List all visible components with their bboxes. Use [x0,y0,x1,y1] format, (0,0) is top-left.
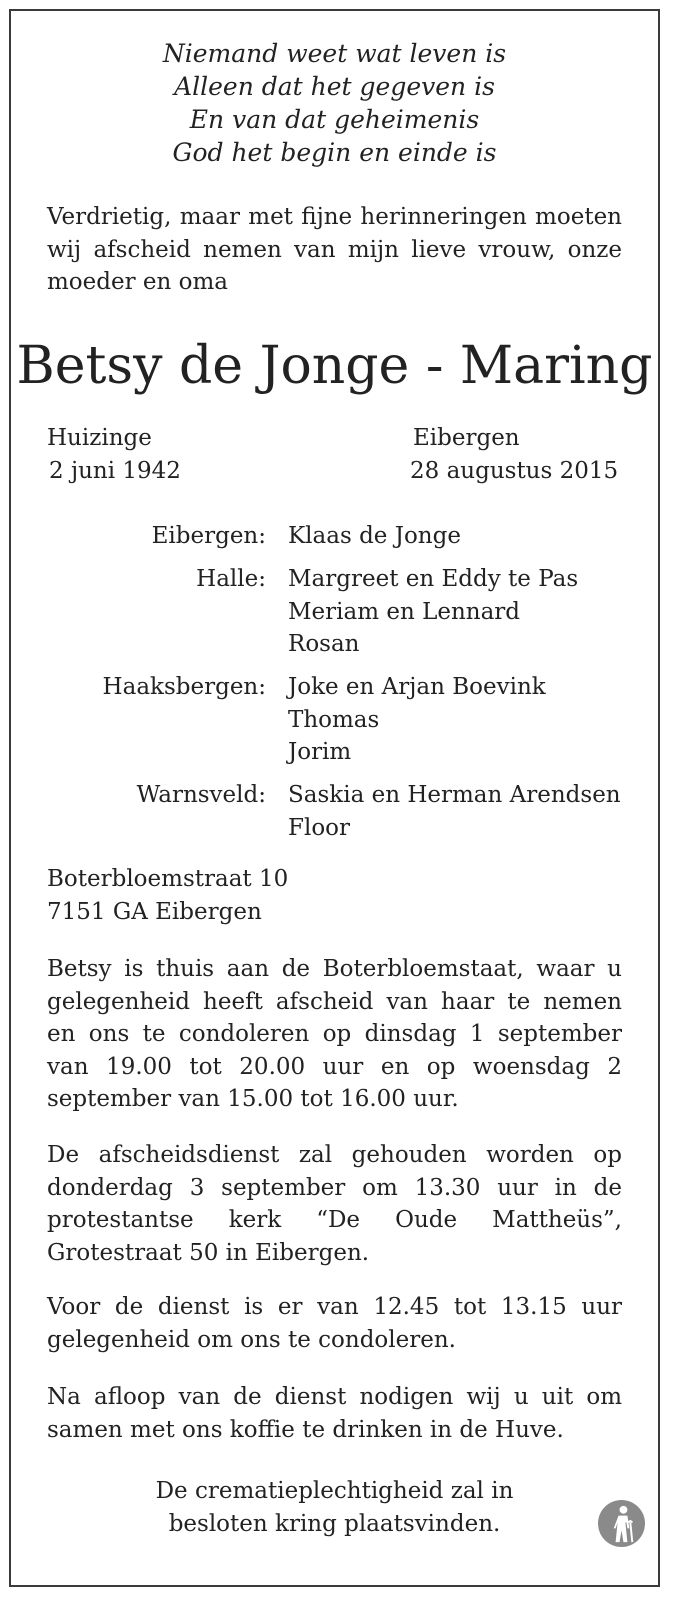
poem-line: Niemand weet wat leven is [162,39,507,68]
deceased-name: Betsy de Jonge - Maring [16,336,653,396]
family-member: Meriam en Lennard [288,598,521,625]
visitation-text: Betsy is thuis aan de Boterbloemstaat, waar u gelegenheid heeft afscheid van haar te nemen en ons te condoleren op dinsdag 1 september van 19.00 tot 20.00 uur en op woensdag 2 september van 15.00 tot 16.00 uur. [47,956,622,1112]
cremation-line: De crematieplechtigheid zal in [155,1478,514,1504]
family-names [288,671,546,769]
family-member: Rosan [288,631,360,657]
coffee-text: Na afloop van de dienst nodigen wij u uit om samen met ons koffie te drinken in de Huve. [47,1384,622,1443]
poem-line: En van dat geheimenis [189,105,480,134]
intro-text: Verdrietig, maar met fijne herinneringen moeten wij afscheid nemen van mijn lieve vrouw, onze moeder en oma [47,204,622,295]
condolence-text: Voor de dienst is er van 12.45 tot 13.15 uur gelegenheid om ons te condoleren. [47,1294,622,1353]
family-member: Thomas [288,706,380,733]
service-text: De afscheidsdienst zal gehouden worden op donderdag 3 september om 13.30 uur in de protestantse kerk “De Oude Mattheüs”, Grotestraat 50 in Eibergen. [47,1142,622,1266]
family-member: Jorim [288,739,352,765]
family-names [288,520,461,553]
cremation-note [11,1475,658,1540]
family-member: Margreet en Eddy te Pas [288,566,579,592]
family-member: Saskia en Herman Arendsen [288,782,621,808]
poem [11,37,658,169]
poem-line: God het begin en einde is [172,138,497,167]
family-place: Halle: [196,566,266,592]
poem-line: Alleen dat het gegeven is [174,72,495,101]
address-postal-city: 7151 GA Eibergen [47,898,262,925]
family-place: Eibergen: [151,523,266,549]
cremation-line: besloten kring plaatsvinden. [168,1510,501,1537]
death-place: Eibergen [413,425,520,451]
family-place: Warnsveld: [136,782,266,808]
death-date: 28 augustus 2015 [410,458,619,484]
family-member: Klaas de Jonge [288,523,461,549]
family-member: Floor [288,814,351,841]
birth-place: Huizinge [47,425,152,451]
family-names [288,779,621,844]
family-place: Haaksbergen: [102,674,266,700]
family-names [288,563,578,661]
obituary-card [9,9,660,1587]
address [47,863,622,928]
person-cane-icon [597,1499,646,1548]
address-street: Boterbloemstraat 10 [47,866,289,892]
family-member: Joke en Arjan Boevink [288,674,546,700]
birth-date: 2 juni 1942 [49,458,181,484]
